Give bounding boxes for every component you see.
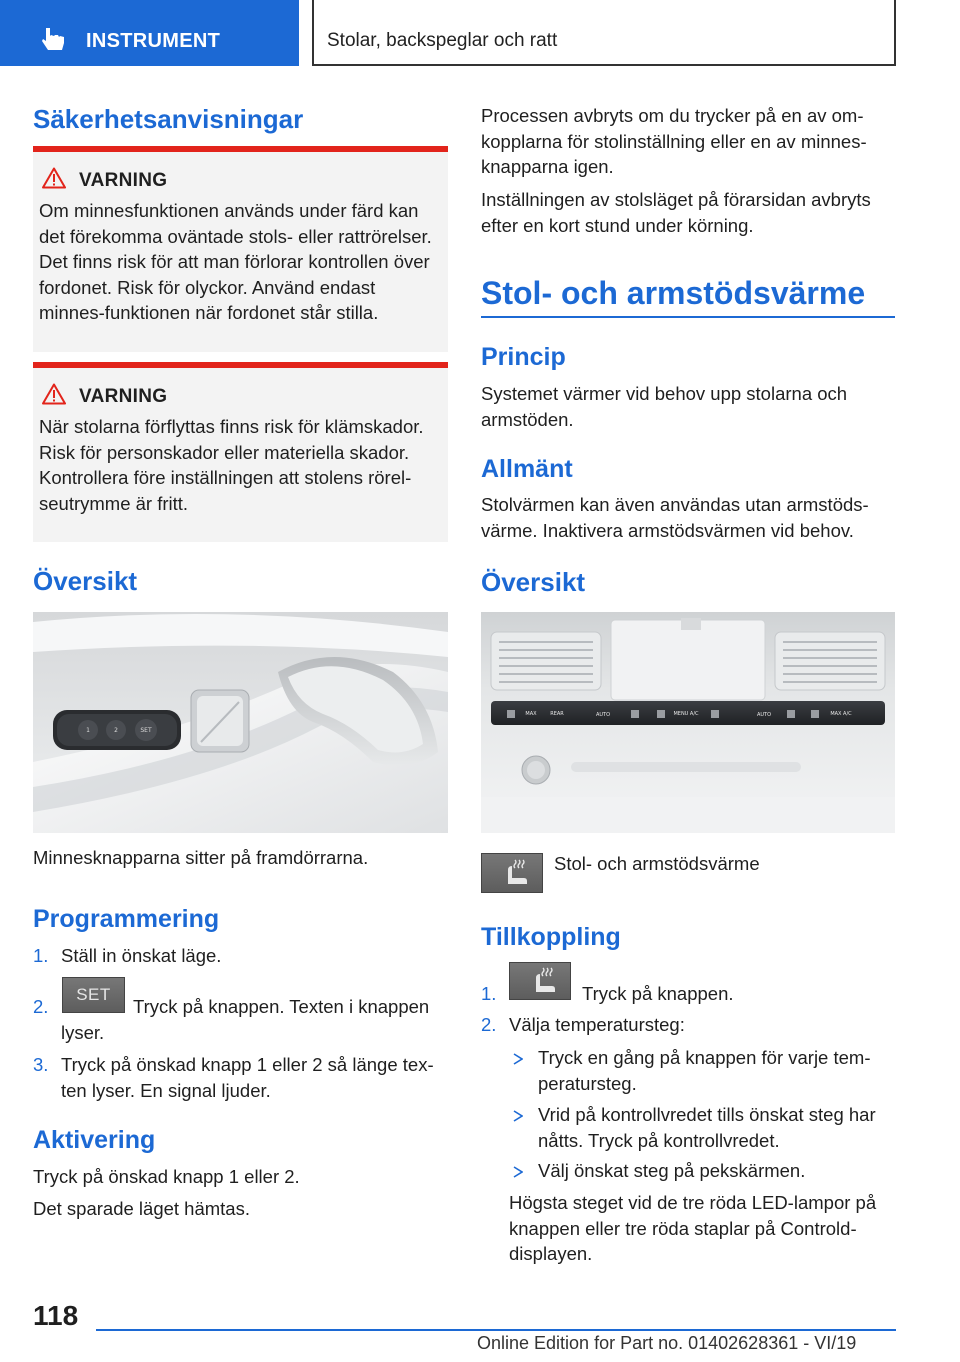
seat-heating-icon [482,854,544,894]
console-label-auto-right: AUTO [756,712,772,718]
section-tab[interactable] [0,0,299,66]
general-text: Stolvärmen kan även användas utan armstödsvärme. Inaktivera armstödsvärmen vid behov. [481,494,869,541]
principle-text: Systemet värmer vid behov upp stolarna och armstöden. [481,383,848,430]
intro-text-1: Processen avbryts om du trycker på en av omkopplarna för stolinställning eller en av minnesknapparna igen. [481,105,867,177]
seat-heating-button-icon [509,962,571,1000]
page-header [0,0,960,66]
warning-text: När stolarna förflyttas finns risk för klämskador. Risk för personskador eller materiella skador. Kontrollera före inställningen att stolens rörelseutrymme är fritt. [39,416,424,514]
heading-general: Allmänt [481,455,573,483]
heading-overview-right: Översikt [481,567,586,597]
console-label-rear: REAR [550,711,564,717]
door-memory-buttons-image [33,612,448,833]
chapter-label: Stolar, backspeglar och ratt [327,30,558,51]
heading-programming: Programmering [33,905,220,933]
heading-rule [481,316,895,318]
heading-activation: Aktivering [33,1126,156,1154]
pointing-hand-icon [40,26,68,54]
console-label-auto-left: AUTO [595,712,611,718]
edition-text: Online Edition for Part no. 01402628361 - VI/19 [477,1333,857,1353]
warning-box-1 [33,146,448,352]
step-number: 3. [33,1054,49,1075]
door-button-2: 2 [114,727,118,734]
console-label-menu: MENU A/C [673,711,699,717]
heading-safety: Säkerhetsanvisningar [33,104,304,134]
door-button-1: 1 [86,727,90,734]
step-text: Ställ in önskat läge. [61,945,222,966]
activation-text-1: Tryck på önskad knapp 1 eller 2. [33,1166,300,1187]
step-text: Välja temperatursteg: [509,1014,685,1035]
heading-seat-heating: Stol- och armstödsvärme [481,275,866,311]
step-number: 2. [481,1014,497,1035]
bullet-triangle-icon [513,1166,523,1178]
caption-door: Minnesknapparna sitter på framdörrarna. [33,847,369,868]
console-controls-image [481,612,895,833]
warning-title: VARNING [79,170,168,191]
warning-text: Om minnesfunktionen används under färd kan det förekomma oväntade stols- eller rattrörelser. Det finns risk för att man förlorar kontrollen över fordonet. Risk för olyckor. Använd endast minnes-funktionen när fordonet står stilla. [39,200,432,323]
bullet-triangle-icon [513,1110,523,1122]
intro-text-2: Inställningen av stolsläget på förarsidan avbryts efter en kort stund under körning. [481,189,871,236]
console-label-max: MAX [525,711,537,717]
bullet-text: Vrid på kontrollvredet tills önskat steg har nåtts. Tryck på kontrollvredet. [538,1104,876,1151]
final-text: Högsta steget vid de tre röda LED-lampor på knappen eller tre röda staplar på Controlddisplayen. [509,1192,877,1264]
step-number: 2. [33,996,49,1017]
warning-box-2 [33,362,448,542]
step-number: 1. [33,945,49,966]
bullet-text: Välj önskat steg på pekskärmen. [538,1160,806,1181]
step-text: Tryck på önskad knapp 1 eller 2 så länge texten lyser. En signal ljuder. [61,1054,434,1101]
heading-switch-on: Tillkoppling [481,923,621,951]
step-number: 1. [481,983,497,1004]
chapter-box [312,0,896,66]
warning-triangle-icon [42,383,66,405]
icon-caption: Stol- och armstödsvärme [554,853,760,874]
step-text: Tryck på knappen. [582,983,734,1004]
seat-heating-button-icon [481,853,543,893]
heading-overview: Översikt [33,566,138,596]
bullet-text: Tryck en gång på knappen för varje temperatursteg. [538,1047,871,1094]
warning-triangle-icon [42,167,66,189]
console-label-max-ac: MAX A/C [830,711,852,717]
bullet-triangle-icon [513,1053,523,1065]
activation-text-2: Det sparade läget hämtas. [33,1198,250,1219]
door-button-set: SET [140,727,152,734]
set-button-label: SET [76,985,111,1004]
page-number: 118 [33,1300,79,1331]
warning-title: VARNING [79,386,168,407]
section-label: INSTRUMENT [86,30,221,52]
footer-rule [96,1329,896,1331]
step-text: Tryck på knappen. Texten i knappen lyser. [61,996,430,1043]
heading-principle: Princip [481,343,566,371]
seat-heating-icon [510,963,572,1001]
